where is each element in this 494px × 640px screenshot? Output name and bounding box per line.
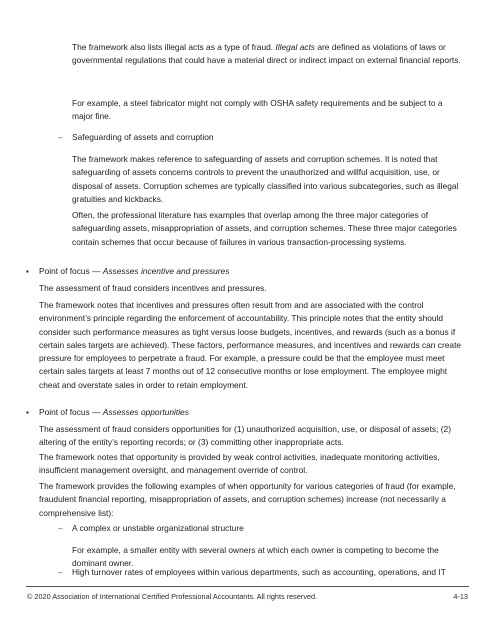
focus-title: Assesses opportunities: [102, 407, 189, 417]
page-number: 4-13: [453, 592, 468, 601]
paragraph-opportunity-weak-controls: The framework notes that opportunity is provided by weak control activities, inadequate monitoring activities, insufficient management oversight, and management override of control.: [39, 452, 440, 476]
focus-incentives: [39, 265, 464, 278]
subheading-safeguarding: Safeguarding of assets and corruption: [72, 132, 214, 142]
paragraph-incentives-detail: The framework notes that incentives and pressures often result from and are associated with the control environment’s principle regarding the enforcement of accountability. This principle notes that the entity should consider such performance measures as tight versus loose budgets, incentives, and rewards (such as a bonus if certain sales targets are achieved). These factors, performance measures, and incentives and rewards can create pressure for employees to perpetrate a fraud. For example, a pressure could be that the employee must meet certain sales targets at least 7 months out of 12 consecutive months or lose employment. The employee might cheat and overstate sales in order to retain employment.: [39, 300, 462, 390]
footer-copyright: © 2020 Association of International Certified Professional Accountants. All rights reserved.: [27, 592, 318, 601]
paragraph-opportunity-examples: The framework provides the following examples of when opportunity for various categories of fraud (for example, fraudulent financial reporting, misappropriation of assets, and corruption schemes) increase (not necessarily a comprehensive list):: [39, 481, 456, 518]
subheading-high-turnover: High turnover rates of employees within various departments, such as accounting, operations, and IT: [72, 567, 446, 577]
italic-term: Illegal acts: [275, 42, 315, 52]
focus-prefix: Point of focus —: [39, 266, 103, 276]
paragraph-text: The framework also lists illegal acts as a type of fraud.: [72, 42, 276, 52]
focus-title: Assesses incentive and pressures: [102, 266, 230, 276]
focus-prefix: Point of focus —: [39, 407, 103, 417]
dash-marker: –: [58, 567, 63, 577]
paragraph-safeguarding: The framework makes reference to safeguarding of assets and corruption schemes. It is noted that safeguarding of assets concerns controls to prevent the unauthorized and willful acquisition, use, or disposal of assets. Corruption schemes are typically classified into various subcategories, such as illegal gratuities and kickbacks.: [72, 154, 459, 204]
dash-marker: –: [58, 132, 63, 142]
paragraph-smaller-entity: For example, a smaller entity with several owners at which each owner is competing to become the dominant owner.: [72, 545, 439, 569]
paragraph-illegal-acts: [72, 41, 464, 68]
footer-divider: [26, 586, 469, 587]
bullet-marker: ▪: [26, 408, 29, 417]
paragraph-opportunities-intro: The assessment of fraud considers opportunities for (1) unauthorized acquisition, use, or disposal of assets; (2) altering of the entity’s reporting records; or (3) committing other inappropriate acts.: [39, 424, 451, 448]
paragraph-incentives-intro: The assessment of fraud considers incentives and pressures.: [39, 283, 267, 293]
dash-marker: –: [58, 523, 63, 533]
paragraph-text: are defined as violations of laws or governmental regulations that could have a material direct or indirect impact on external financial reports.: [72, 42, 461, 66]
focus-opportunities: [39, 406, 464, 419]
subheading-complex-structure: A complex or unstable organizational structure: [72, 523, 244, 533]
paragraph-overlap: Often, the professional literature has examples that overlap among the three major categories of safeguarding assets, misappropriation of assets, and corruption schemes. These three major categories contain schemes that occur because of failures in various transaction-processing systems.: [72, 210, 457, 247]
paragraph-example-osha: For example, a steel fabricator might not comply with OSHA safety requirements and be subject to a major fine.: [72, 98, 443, 122]
bullet-marker: ▪: [26, 267, 29, 276]
